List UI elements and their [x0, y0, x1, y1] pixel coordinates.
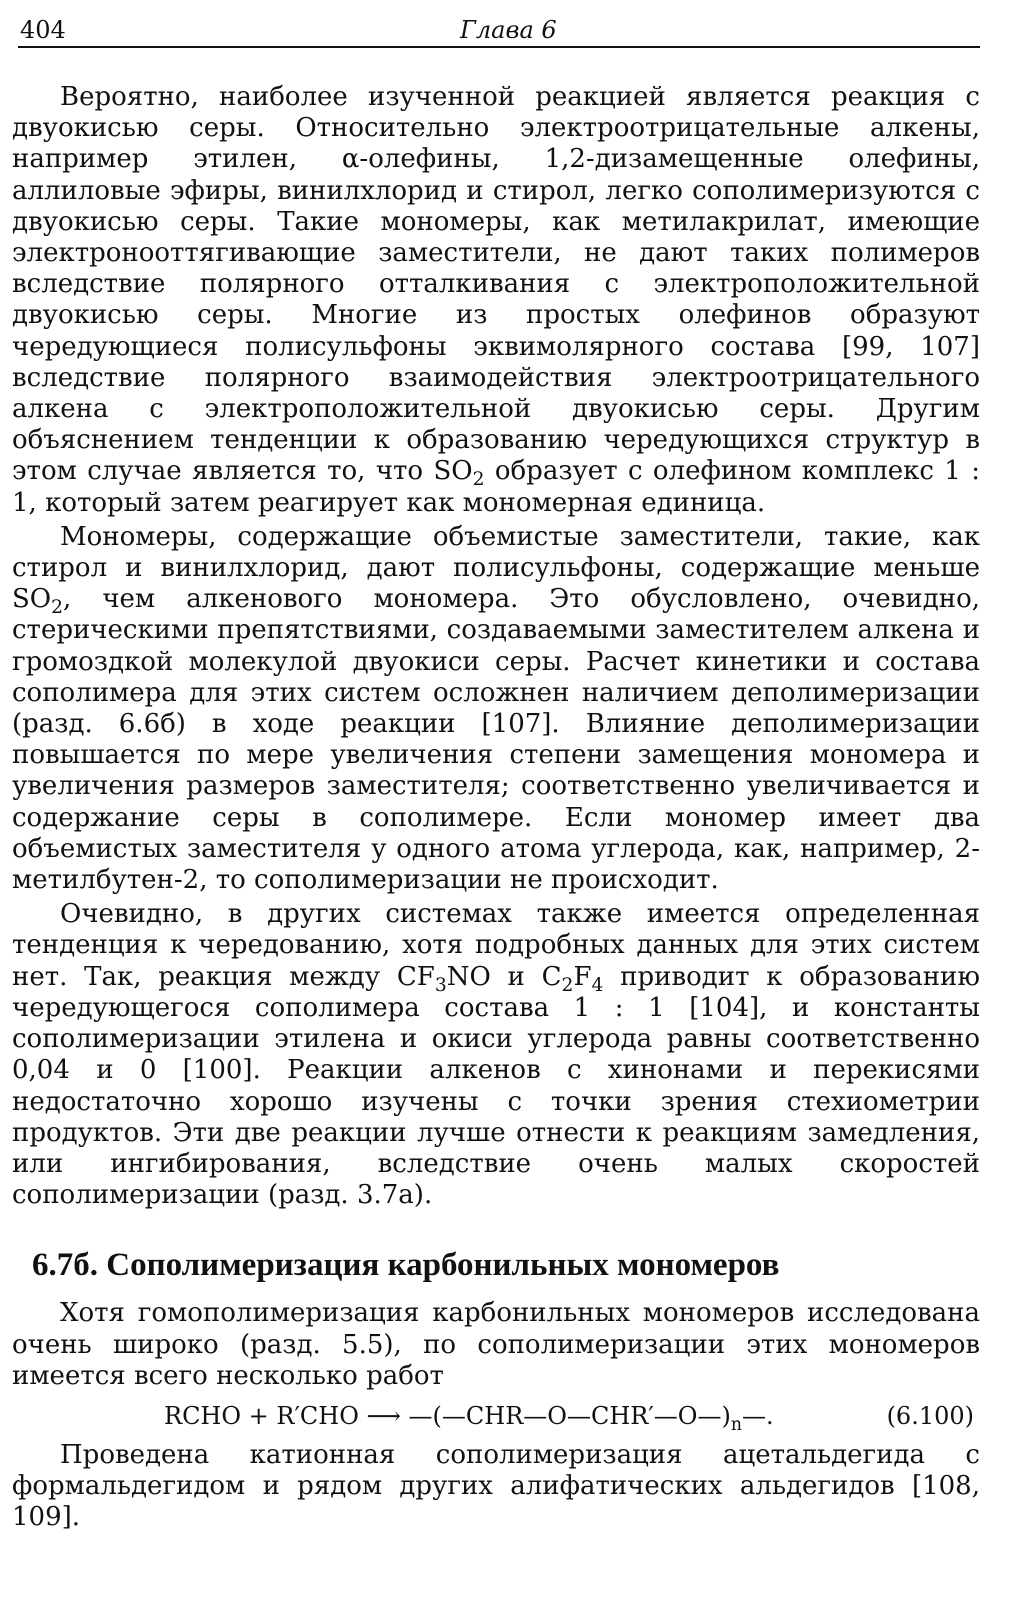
- page-header: [20, 14, 980, 44]
- paragraph-so2-copolymerization: Вероятно, наиболее изученной реакцией является реакция с двуокисью серы. Относительно электроотрицательные алкены, например этилен, α-олефины, 1,2-дизамещенные олефины, аллиловые эфиры, винилхлорид и стирол, легко сополимеризуются с двуокисью серы. Такие мономеры, как метилакрилат, имеющие электроноoттягивающие заместители, не дают таких полимеров вследствие полярного отталкивания с электроположительной двуокисью серы. Многие из простых олефинов образуют чередующиеся полисульфоны эквимолярного состава [99, 107] вследствие полярного взаимодействия электроотрицательного алкена с электроположительной двуокисью серы. Другим объяснением тенденции к образованию чередующихся структур в этом случае является то, что $SO_2$ образует с олефином комплекс 1 : 1, который затем реагирует как мономерная единица.: [12, 82, 980, 518]
- paragraph-cationic-copolymerization: Проведена катионная сополимеризация ацетальдегида с формальдегидом и рядом других алифатических альдегидов [108, 109].: [12, 1439, 980, 1533]
- page-number: 404: [20, 16, 66, 44]
- paragraph-other-systems: Очевидно, в других системах также имеется определенная тенденция к чередованию, хотя подробных данных для этих систем нет. Так, реакция между $CF_3NO$ и $C_2F_4$ приводит к образованию чередующегося сополимера состава 1 : 1 [104], и константы сополимеризации этилена и окиси углерода равны соответственно 0,04 и 0 [100]. Реакции алкенов с хинонами и перекисями недостаточно хорошо изучены с точки зрения стехиометрии продуктов. Эти две реакции лучше отнести к реакциям замедления, или ингибирования, вследствие очень малых скоростей сополимеризации (разд. 3.7а).: [12, 899, 980, 1211]
- paragraph-carbonyl-intro: Хотя гомополимеризация карбонильных мономеров исследована очень широко (разд. 5.5), по сополимеризации этих мономеров имеется всего несколько работ: [12, 1298, 980, 1391]
- header-rule: [18, 46, 980, 48]
- section-heading: 6.7б. Сополимеризация карбонильных мономеров: [32, 1247, 780, 1284]
- equation-body: RCHO + R′CHO ⟶ $—(—CHR—O—CHR'—O—)_n—$.: [164, 1401, 774, 1435]
- equation-number: (6.100): [886, 1401, 974, 1430]
- running-head-chapter: Глава 6: [460, 16, 557, 44]
- equation-6-100: [12, 1401, 980, 1435]
- paragraph-bulky-substituents: Мономеры, содержащие объемистые заместители, такие, как стирол и винилхлорид, дают полисульфоны, содержащие меньше $SO_2$, чем алкенового мономера. Это обусловлено, очевидно, стерическими препятствиями, создаваемыми заместителем алкена и громоздкой молекулой двуокиси серы. Расчет кинетики и состава сополимера для этих систем осложнен наличием деполимеризации (разд. 6.6б) в ходе реакции [107]. Влияние деполимеризации повышается по мере увеличения степени замещения мономера и увеличения размеров заместителя; соответственно увеличивается и содержание серы в сополимере. Если мономер имеет два объемистых заместителя у одного атома углерода, как, например, 2-метилбутен-2, то сополимеризации не происходит.: [12, 521, 980, 896]
- page-body: [12, 82, 980, 1534]
